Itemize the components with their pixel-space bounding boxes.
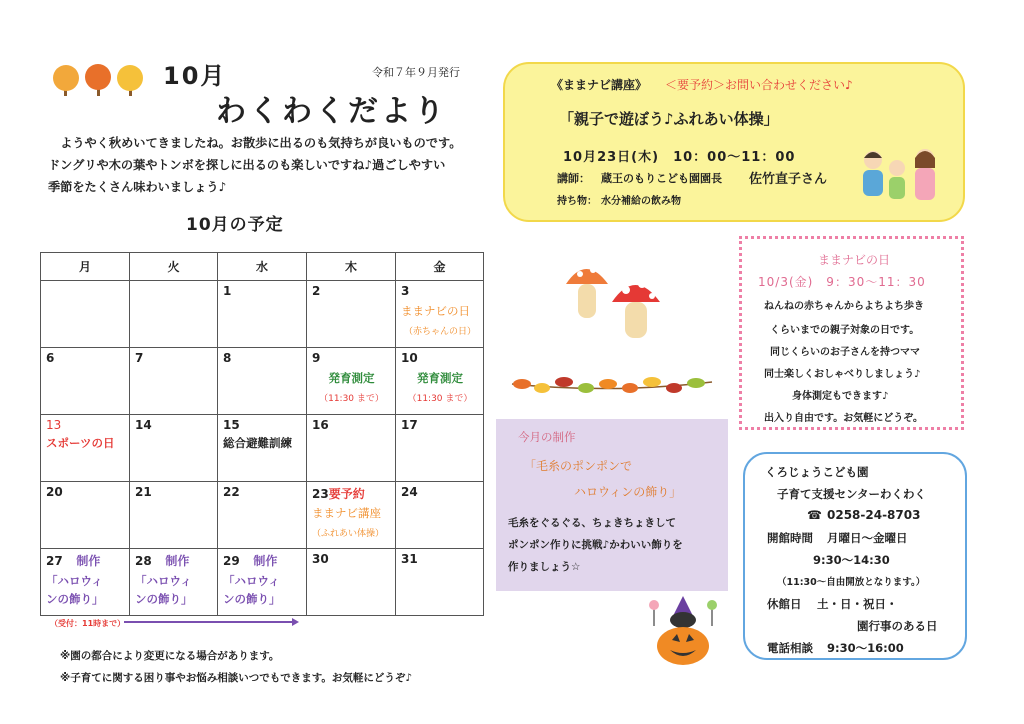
day-number: 16 — [312, 418, 329, 432]
calendar-week — [41, 348, 484, 415]
calendar-cell — [396, 281, 484, 348]
day-number: 2 — [312, 284, 321, 298]
weekday-header: 水 — [218, 253, 307, 281]
newsletter-month: 10月 — [163, 62, 227, 90]
calendar-cell — [396, 415, 484, 482]
calendar-cell — [41, 415, 130, 482]
course-datetime: 10月23日(木) 10：00～11：00 — [563, 150, 796, 165]
mamanavi-line: 出入り自由です。お気軽にどうぞ。 — [764, 413, 923, 424]
day-number: 6 — [46, 351, 55, 365]
craft-title: 「毛糸のポンポンで — [524, 459, 633, 473]
consult-time: 9:30～16:00 — [827, 641, 904, 655]
phone-number: 0258-24-8703 — [827, 508, 921, 522]
event-detail: ンの飾り」 — [46, 592, 104, 606]
weekday-header: 火 — [130, 253, 218, 281]
event-note: （ふれあい体操） — [312, 529, 385, 539]
course-bring: 水分補給の飲み物 — [601, 196, 681, 207]
craft-line: ポンポン作りに挑戦♪かわいい飾りを — [508, 539, 683, 551]
tree-icon — [53, 65, 79, 96]
schedule-heading: 10月の予定 — [186, 215, 284, 235]
mamanavi-box — [739, 236, 964, 430]
day-number: 7 — [135, 351, 144, 365]
family-illustration — [855, 144, 945, 210]
weekday-header: 月 — [41, 253, 130, 281]
tree-icon — [85, 64, 111, 96]
calendar-cell — [307, 348, 396, 415]
closed-extra: 園行事のある日 — [857, 619, 938, 633]
calendar-week — [41, 415, 484, 482]
reservation-tag: 要予約 — [328, 487, 365, 501]
calendar-cell — [130, 482, 218, 549]
event-detail: 「ハロウィ — [223, 574, 280, 588]
hours-note: （11:30～自由開放となります。） — [777, 577, 926, 588]
event-label: 総合避難訓練 — [223, 436, 292, 450]
closed-label: 休館日 — [767, 597, 802, 611]
event-label: 制作 — [76, 554, 101, 568]
mamanavi-datetime: 10/3(金) 9：30～11：30 — [758, 275, 926, 289]
day-number: 9 — [312, 351, 321, 365]
course-box — [503, 62, 965, 222]
craft-line: 毛糸をぐるぐる、ちょきちょきして — [508, 517, 676, 529]
event-detail: 「ハロウィ — [135, 574, 192, 588]
hours-days: 月曜日～金曜日 — [827, 531, 908, 545]
calendar-cell-empty — [41, 281, 130, 348]
event-label: 発育測定 — [328, 371, 375, 385]
day-number: 21 — [135, 485, 152, 499]
center-info-box — [743, 452, 967, 660]
calendar-week — [41, 549, 484, 616]
calendar-cell — [218, 415, 307, 482]
course-label: 《ままナビ講座》 — [551, 78, 648, 92]
arrow-icon — [124, 616, 300, 628]
calendar-cell — [307, 482, 396, 549]
course-reservation: ＜要予約＞お問い合わせください♪ — [665, 78, 853, 92]
day-number: 29 — [223, 554, 240, 568]
calendar-cell — [41, 348, 130, 415]
hours-label: 開館時間 — [767, 531, 813, 545]
craft-reception-note: （受付：11時まで） — [50, 619, 126, 628]
pumpkin-illustration — [646, 596, 720, 666]
hours-time: 9:30～14:30 — [813, 553, 890, 567]
event-label: スポーツの日 — [46, 436, 115, 450]
day-number: 1 — [223, 284, 232, 298]
day-number: 17 — [401, 418, 418, 432]
day-number: 10 — [401, 351, 418, 365]
day-number: 13 — [46, 418, 62, 432]
day-number: 23 — [312, 487, 329, 501]
day-number: 8 — [223, 351, 232, 365]
mamanavi-line: くらいまでの親子対象の日です。 — [770, 325, 920, 336]
calendar-week — [41, 281, 484, 348]
intro-line: ドングリや木の葉やトンボを探しに出るのも楽しいですね♪過ごしやすい — [48, 158, 446, 172]
event-label: 制作 — [165, 554, 190, 568]
calendar-cell — [218, 482, 307, 549]
calendar-week — [41, 482, 484, 549]
course-lecturer-label: 講師： — [557, 172, 590, 185]
calendar-cell — [218, 281, 307, 348]
day-number: 28 — [135, 554, 152, 568]
mushroom-illustration — [562, 258, 664, 344]
intro-line: 季節をたくさん味わいましょう♪ — [48, 180, 227, 194]
day-number: 31 — [401, 552, 418, 566]
event-detail: ンの飾り」 — [223, 592, 281, 606]
leaf-garland-illustration — [508, 368, 716, 398]
course-lecturer: 蔵王のもりこども園園長 — [601, 172, 722, 185]
calendar-cell — [307, 415, 396, 482]
day-number: 20 — [46, 485, 63, 499]
mamanavi-line: 同士楽しくおしゃべりしましょう♪ — [764, 369, 921, 380]
autumn-trees-illustration — [50, 62, 150, 100]
craft-title: ハロウィンの飾り」 — [574, 485, 682, 499]
phone-icon: ☎ — [807, 508, 822, 522]
calendar-cell — [307, 549, 396, 616]
intro-text — [48, 132, 498, 198]
closed-days: 土・日・祝日・ — [817, 597, 898, 611]
course-title: 「親子で遊ぼう♪ふれあい体操」 — [559, 110, 779, 128]
day-number: 22 — [223, 485, 240, 499]
craft-label: 今月の制作 — [518, 430, 576, 444]
calendar-cell — [41, 549, 130, 616]
tree-icon — [117, 65, 143, 96]
event-note: （11:30 まで） — [407, 394, 473, 404]
event-label: ままナビ講座 — [312, 506, 381, 520]
consult-label: 電話相談 — [767, 641, 813, 655]
event-detail: 「ハロウィ — [46, 574, 103, 588]
mamanavi-title: ままナビの日 — [818, 253, 891, 267]
footnote: ※子育てに関する困り事やお悩み相談いつでもできます。お気軽にどうぞ♪ — [60, 672, 413, 684]
day-number: 14 — [135, 418, 152, 432]
calendar-cell — [307, 281, 396, 348]
calendar-cell — [41, 482, 130, 549]
course-lecturer-name: 佐竹直子さん — [749, 172, 828, 187]
craft-line: 作りましょう☆ — [508, 561, 581, 573]
mamanavi-line: 同じくらいのお子さんを持つママ — [770, 347, 920, 358]
mamanavi-line: ねんねの赤ちゃんからよちよち歩き — [764, 301, 924, 312]
intro-line: ようやく秋めいてきましたね。お散歩に出るのも気持ちが良いものです。 — [60, 136, 462, 150]
weekday-header: 金 — [396, 253, 484, 281]
newsletter-title: わくわくだより — [216, 94, 447, 129]
event-note: （赤ちゃんの日） — [403, 327, 476, 337]
event-label: 発育測定 — [417, 371, 463, 385]
day-number: 3 — [401, 284, 410, 298]
issue-date: 令和７年９月発行 — [372, 66, 460, 79]
calendar-cell — [396, 549, 484, 616]
craft-box — [496, 419, 728, 591]
calendar-cell — [218, 348, 307, 415]
day-number: 27 — [46, 554, 63, 568]
calendar-cell — [218, 549, 307, 616]
footnote: ※園の都合により変更になる場合があります。 — [60, 650, 280, 662]
course-bring-label: 持ち物： — [557, 196, 597, 207]
calendar-table — [40, 252, 484, 616]
calendar-cell — [396, 348, 484, 415]
day-number: 15 — [223, 418, 240, 432]
mamanavi-line: 身体測定もできます♪ — [792, 391, 889, 402]
event-label: 制作 — [253, 554, 278, 568]
event-label: ままナビの日 — [401, 304, 470, 318]
day-number: 24 — [401, 485, 418, 499]
calendar-cell — [130, 549, 218, 616]
event-detail: ンの飾り」 — [135, 592, 193, 606]
weekday-header: 木 — [307, 253, 396, 281]
event-note: （11:30 まで） — [319, 394, 384, 404]
calendar-cell — [396, 482, 484, 549]
calendar-cell-empty — [130, 281, 218, 348]
support-center-name: 子育て支援センターわくわく — [777, 487, 927, 501]
calendar-cell — [130, 348, 218, 415]
center-name: くろじょうこども園 — [765, 465, 869, 479]
calendar-cell — [130, 415, 218, 482]
day-number: 30 — [312, 552, 329, 566]
calendar-header-row — [41, 253, 484, 281]
